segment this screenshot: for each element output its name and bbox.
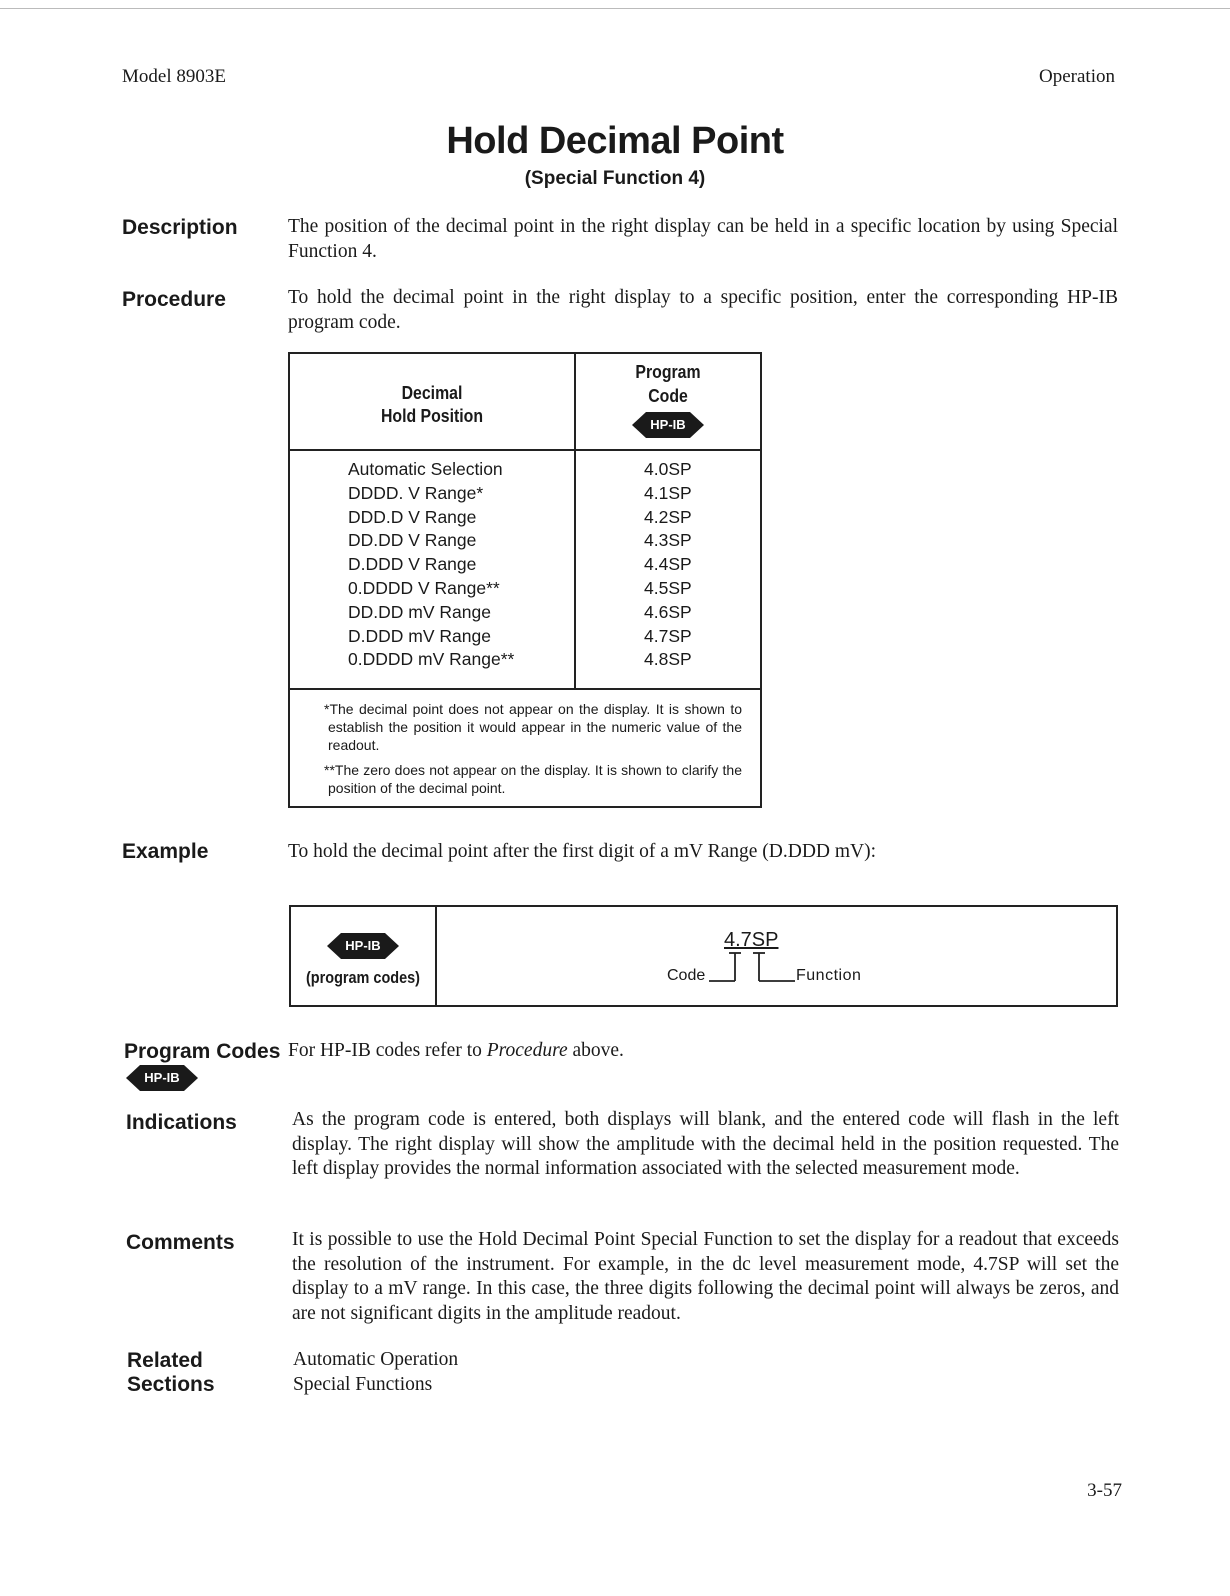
program-codes-text [288,1039,1118,1064]
footnote-double-star: **The zero does not appear on the display. It is shown to clarify the position of the decimal point. [324,762,742,796]
example-code: 4.7SP [724,929,779,951]
program-codes-text-start: For HP-IB codes refer to [288,1040,487,1061]
program-codes-text-end: above. [567,1040,624,1061]
table-row-position: D.DDD V Range [348,554,477,575]
comments-label: Comments [126,1231,235,1254]
indications-label: Indications [126,1111,237,1134]
header-model: Model 8903E [122,66,226,87]
table-row-code: 4.1SP [644,482,692,503]
related-sections-label [127,1349,215,1397]
related-label-line1: Related [127,1349,203,1372]
program-codes-label: Program Codes [124,1040,281,1063]
example-function-label: Function [796,967,862,984]
page-subtitle: (Special Function 4) [524,168,706,189]
table-row-position: DDD.D V Range [348,506,477,527]
table-row-code: 4.2SP [644,506,692,527]
comments-paragraph: It is possible to use the Hold Decimal Point Special Function to set the display for a readout that exceeds the resolution of the instrument. For example, in the dc level measurement mode, 4.7SP will set the display to a mV range. In this case, the three digits following the decimal point will always be zeros, and are not significant digits in the amplitude readout. [292,1229,1119,1324]
table-header-position-line2: Hold Position [380,406,484,426]
description-paragraph: The position of the decimal point in the right display can be held in a specific location by using Special Function 4. [288,216,1118,262]
hpib-badge-icon [632,410,704,440]
procedure-label: Procedure [122,288,226,311]
description-label: Description [122,216,238,239]
hpib-badge-icon [327,931,399,961]
procedure-text [288,286,1118,335]
table-row-code: 4.0SP [644,459,692,479]
table-row-code: 4.8SP [644,649,692,670]
table-header-code-line2: Code [648,386,688,406]
example-program-codes-cell [291,931,435,988]
table-footnotes [324,700,742,804]
page-title: Hold Decimal Point [446,120,784,162]
program-codes-text-link: Procedure [486,1040,568,1061]
comments-text [292,1228,1119,1326]
related-item: Automatic Operation [293,1349,459,1370]
hpib-badge-text: HP-IB [650,417,686,432]
example-code-label: Code [667,967,706,984]
table-row-position: 0.DDDD V Range** [348,577,500,598]
header-section: Operation [1039,66,1115,87]
table-notes-divider [290,688,760,690]
table-position-column [348,458,514,672]
table-header-divider [290,449,760,451]
table-header-code-line1: Program [635,362,701,382]
example-box-divider [435,907,437,1005]
table-row-code: 4.3SP [644,530,692,551]
description-text [288,215,1118,264]
indications-text [292,1108,1119,1182]
hpib-badge-text: HP-IB [345,938,381,953]
table-row-position: DD.DD V Range [348,530,477,551]
program-codes-paragraph [288,1039,1118,1064]
example-text [288,840,1118,865]
table-row-code: 4.5SP [644,577,692,598]
code-function-bracket-icon [701,951,811,985]
indications-paragraph: As the program code is entered, both displays will blank, and the entered code will flash in the left display. The right display will show the amplitude with the decimal held in the position requested. The left display provides the normal information associated with the selected measurement mode. [292,1109,1119,1179]
hold-position-table [288,352,762,808]
footnote-single-star: *The decimal point does not appear on the display. It is shown to establish the position it would appear in the numeric value of the readout. [324,701,742,753]
table-row-code: 4.4SP [644,554,692,575]
table-row-code: 4.6SP [644,601,692,622]
table-row-position: 0.DDDD mV Range** [348,649,515,670]
related-item: Special Functions [293,1373,433,1395]
procedure-paragraph: To hold the decimal point in the right display to a specific position, enter the corresponding HP-IB program code. [288,287,1118,333]
table-header-position [307,382,557,428]
related-sections-list [293,1348,1123,1397]
table-row-position: DDDD. V Range* [348,482,484,503]
hpib-badge-text: HP-IB [144,1070,180,1085]
example-box [289,905,1118,1007]
table-row-position: D.DDD mV Range [348,625,491,646]
related-label-line2: Sections [127,1373,215,1396]
example-program-codes-caption: (program codes) [305,968,421,987]
table-row-position: Automatic Selection [348,459,503,479]
page-number: 3-57 [1087,1480,1122,1501]
example-label: Example [122,840,209,863]
table-row-position: DD.DD mV Range [348,601,491,622]
top-rule [0,8,1230,9]
table-row-code: 4.7SP [644,625,692,646]
hpib-badge-icon [126,1063,198,1093]
table-header-code [576,360,760,446]
example-paragraph: To hold the decimal point after the first digit of a mV Range (D.DDD mV): [288,841,877,862]
table-code-column [644,458,692,672]
table-header-position-line1: Decimal [401,383,463,403]
